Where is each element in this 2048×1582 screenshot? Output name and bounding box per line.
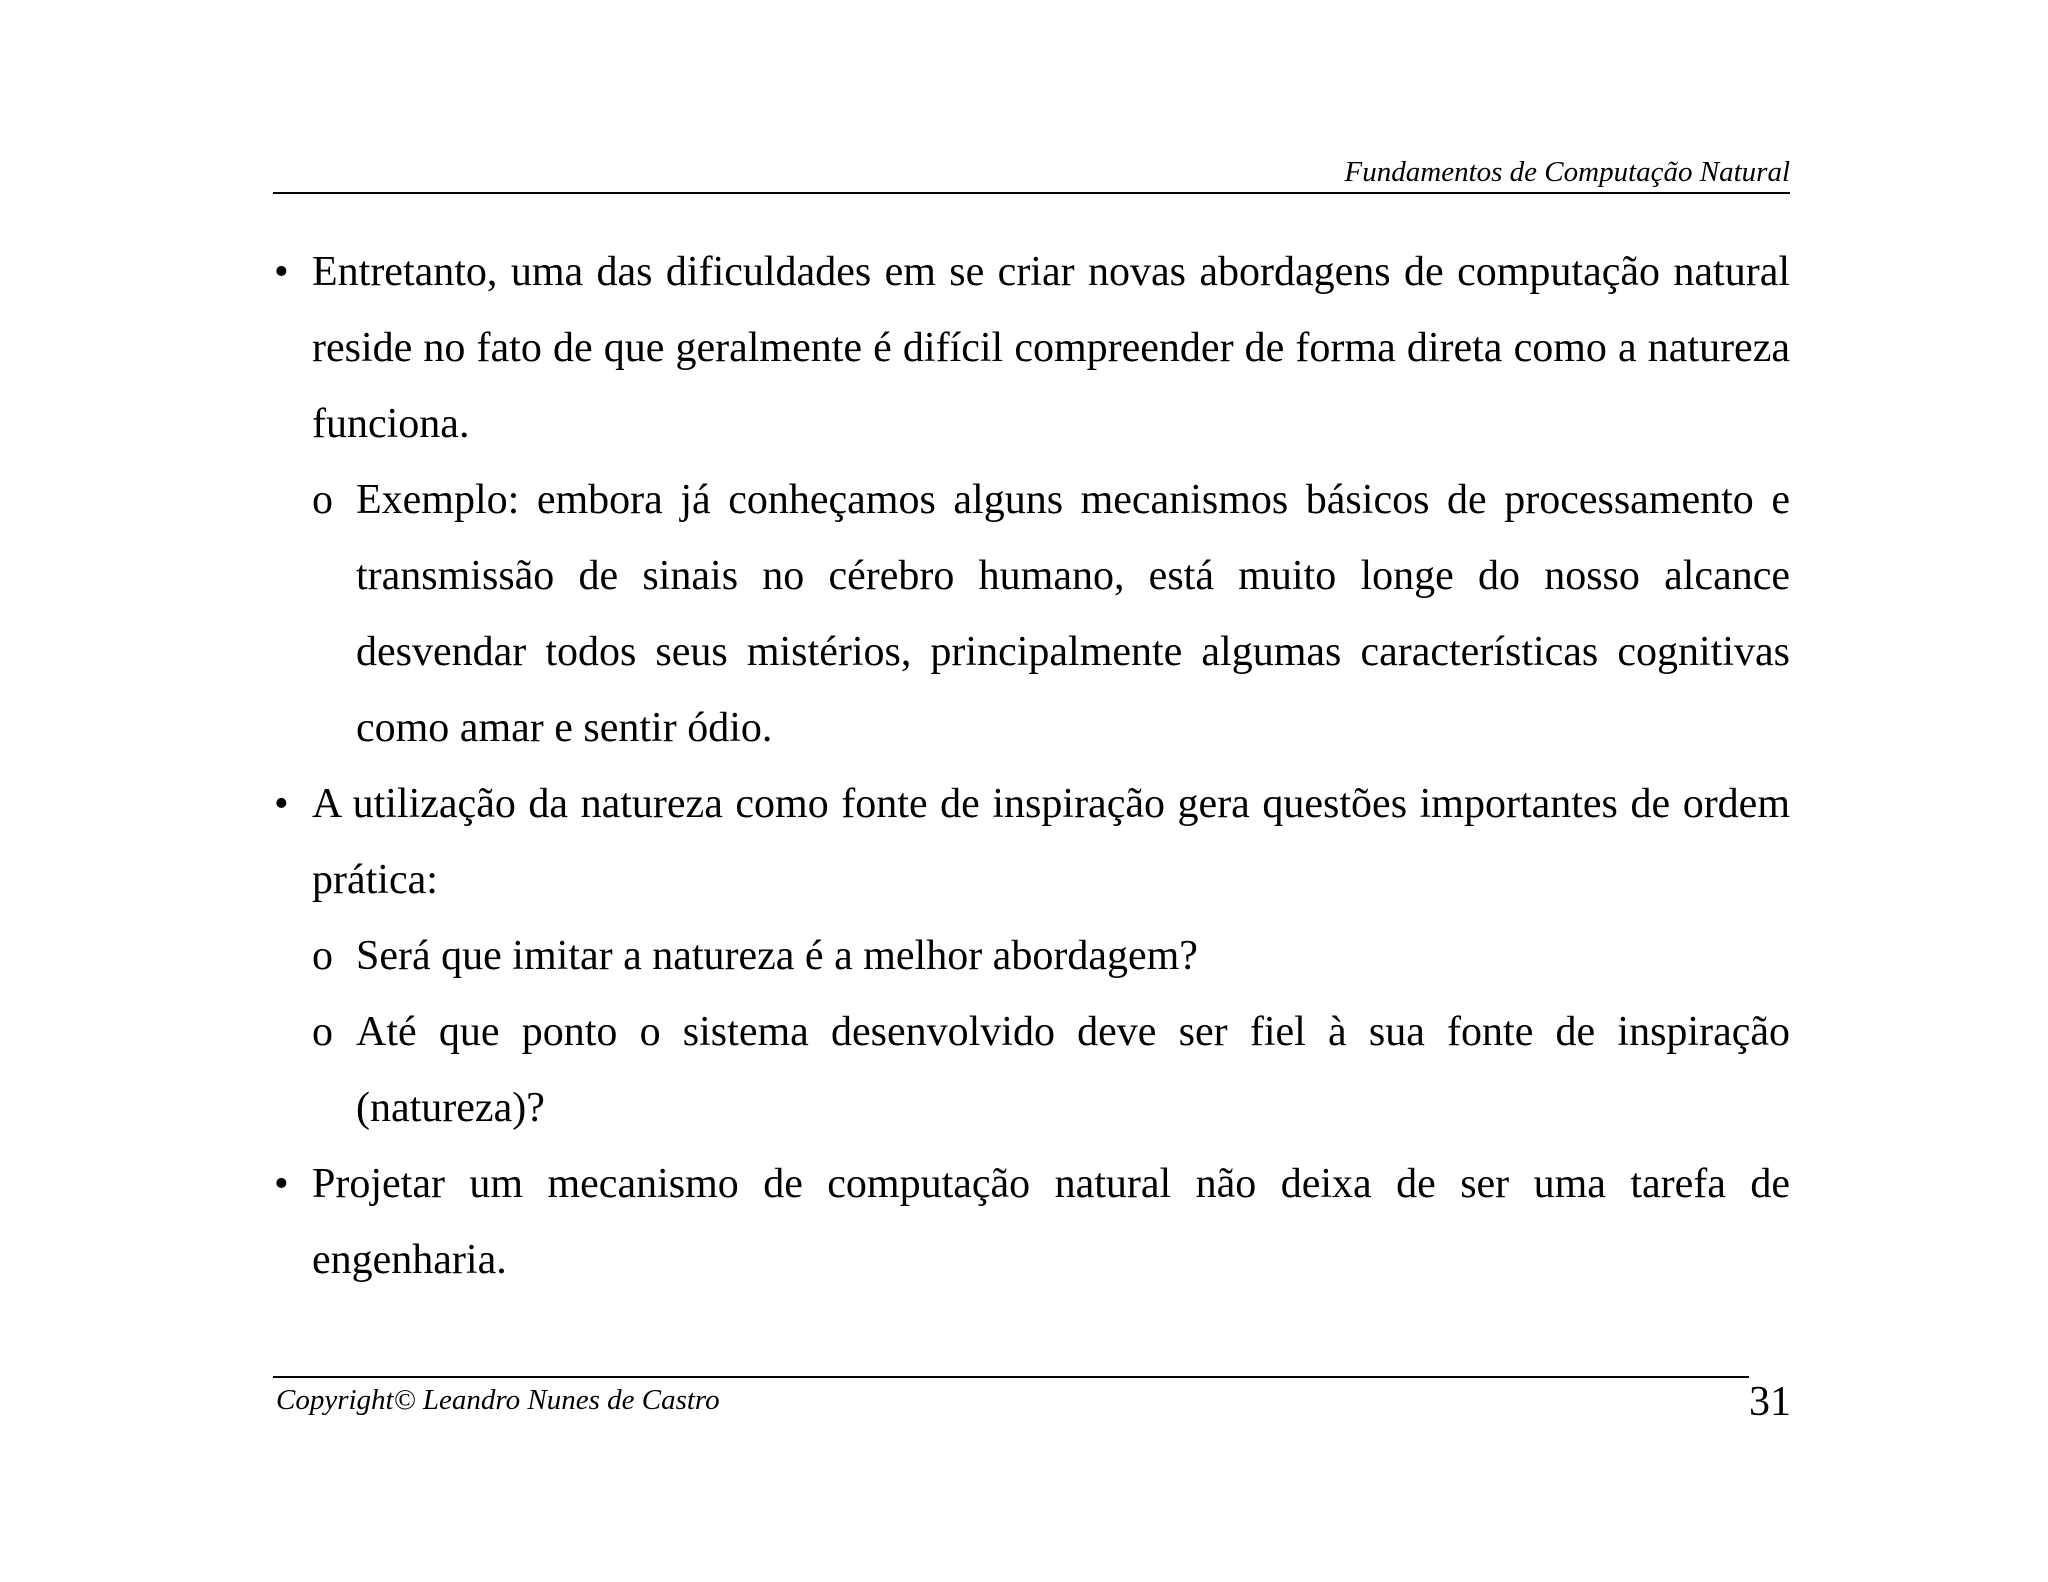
sub-bullet-item [272,994,1790,1146]
bullet-marker: • [274,249,289,295]
sub-bullet-marker: o [312,477,333,523]
sub-bullet-item [272,462,1790,766]
copyright-notice: Copyright© Leandro Nunes de Castro [276,1384,720,1416]
header-divider [273,192,1790,194]
bullet-marker: • [274,781,289,827]
sub-bullet-marker: o [312,1009,333,1055]
sub-bullet-marker: o [312,933,333,979]
sub-bullet-text: Será que imitar a natureza é a melhor abordagem? [356,933,1198,979]
footer-divider [273,1376,1749,1378]
bullet-item [272,234,1790,462]
bullet-text: Entretanto, uma das dificuldades em se criar novas abordagens de computação natural reside no fato de que geralmente é difícil compreender de forma direta como a natureza funciona. [312,249,1790,447]
bullet-item [272,766,1790,918]
slide-body [272,234,1790,1298]
bullet-text: A utilização da natureza como fonte de inspiração gera questões importantes de ordem prática: [312,781,1790,903]
bullet-item [272,1146,1790,1298]
sub-bullet-text: Até que ponto o sistema desenvolvido deve ser fiel à sua fonte de inspiração (natureza)? [356,1009,1790,1131]
bullet-marker: • [274,1161,289,1207]
page-number: 31 [1749,1379,1791,1425]
sub-bullet-item [272,918,1790,994]
sub-bullet-text: Exemplo: embora já conheçamos alguns mecanismos básicos de processamento e transmissão de sinais no cérebro humano, está muito longe do nosso alcance desvendar todos seus mistérios, principalmente algumas características cognitivas como amar e sentir ódio. [356,477,1790,751]
running-header-title: Fundamentos de Computação Natural [1344,156,1790,188]
bullet-text: Projetar um mecanismo de computação natural não deixa de ser uma tarefa de engenharia. [312,1161,1790,1283]
